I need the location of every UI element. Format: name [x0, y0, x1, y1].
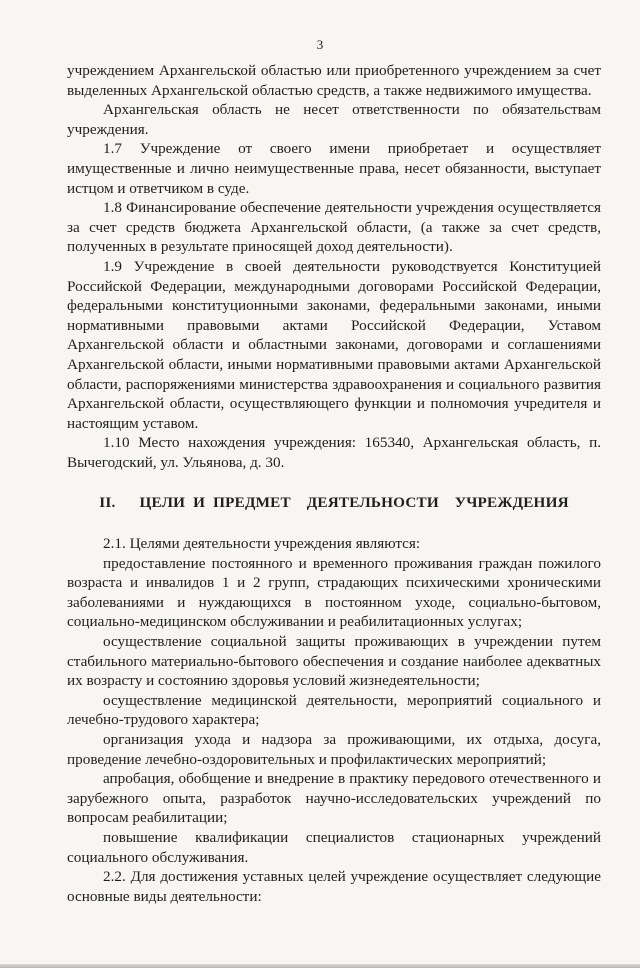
paragraph: осуществление социальной защиты проживающих в учреждении путем стабильного материально-бытового обеспечения и создание наиболее адекватных их возрасту и состоянию здоровья условий жизнедеятельности; [67, 633, 601, 690]
section-one-continuation [67, 61, 601, 472]
section-two-content [67, 534, 601, 906]
paragraph: повышение квалификации специалистов стационарных учреждений социального обслуживания. [67, 828, 601, 866]
section-heading: II. ЦЕЛИ И ПРЕДМЕТ ДЕЯТЕЛЬНОСТИ УЧРЕЖДЕНИЯ [99, 494, 569, 512]
paragraph: 1.8 Финансирование обеспечение деятельности учреждения осуществляется за счет средств бюджета Архангельской области, (а также за счет средств, полученных в результате приносящей доход деятельности). [67, 199, 601, 256]
paragraph: 2.1. Целями деятельности учреждения являются: [103, 535, 421, 553]
page-number: 3 [316, 37, 324, 52]
paragraph: апробация, обобщение и внедрение в практику передового отечественного и зарубежного опыта, разработок научно-исследовательских учреждений по вопросам реабилитации; [67, 770, 601, 827]
paragraph: Архангельская область не несет ответственности по обязательствам учреждения. [67, 101, 601, 138]
paragraph: 1.7 Учреждение от своего имени приобретает и осуществляет имущественные и лично неимущественные права, несет обязанности, выступает истцом и ответчиком в суде. [67, 140, 601, 197]
paragraph: осуществление медицинской деятельности, мероприятий социального и лечебно-трудового характера; [67, 691, 601, 729]
paragraph: 1.10 Место нахождения учреждения: 165340, Архангельская область, п. Вычегодский, ул. Ульянова, д. 30. [67, 434, 601, 471]
scan-edge [0, 964, 640, 968]
paragraph: 1.9 Учреждение в своей деятельности руководствуется Конституцией Российской Федерации, международными договорами Российской Федерации, федеральными конституционными законами, федеральными законами, иными нормативными правовыми актами Российской Федерации, Уставом Архангельской области и областными законами, договорами и соглашениями Архангельской области, иными нормативными правовыми актами Архангельской области, распоряжениями министерства здравоохранения и социального развития Архангельской области, осуществляющего функции и полномочия учредителя и настоящим уставом. [67, 257, 601, 432]
document-body [67, 61, 601, 906]
paragraph: учреждением Архангельской областью или приобретенного учреждением за счет выделенных Архангельской областью средств, а также недвижимого имущества. [67, 62, 601, 99]
paragraph: предоставление постоянного и временного проживания граждан пожилого возраста и инвалидов 1 и 2 групп, страдающих психическими хроническими заболеваниями и нуждающихся в постоянном уходе, социально-бытовом, социально-медицинском обслуживании и реабилитационных услугах; [67, 554, 601, 631]
paragraph: 2.2. Для достижения уставных целей учреждение осуществляет следующие основные виды деятельности: [67, 868, 601, 905]
paragraph: организация ухода и надзора за проживающими, их отдыха, досуга, проведение лечебно-оздоровительных и профилактических мероприятий; [67, 731, 601, 768]
